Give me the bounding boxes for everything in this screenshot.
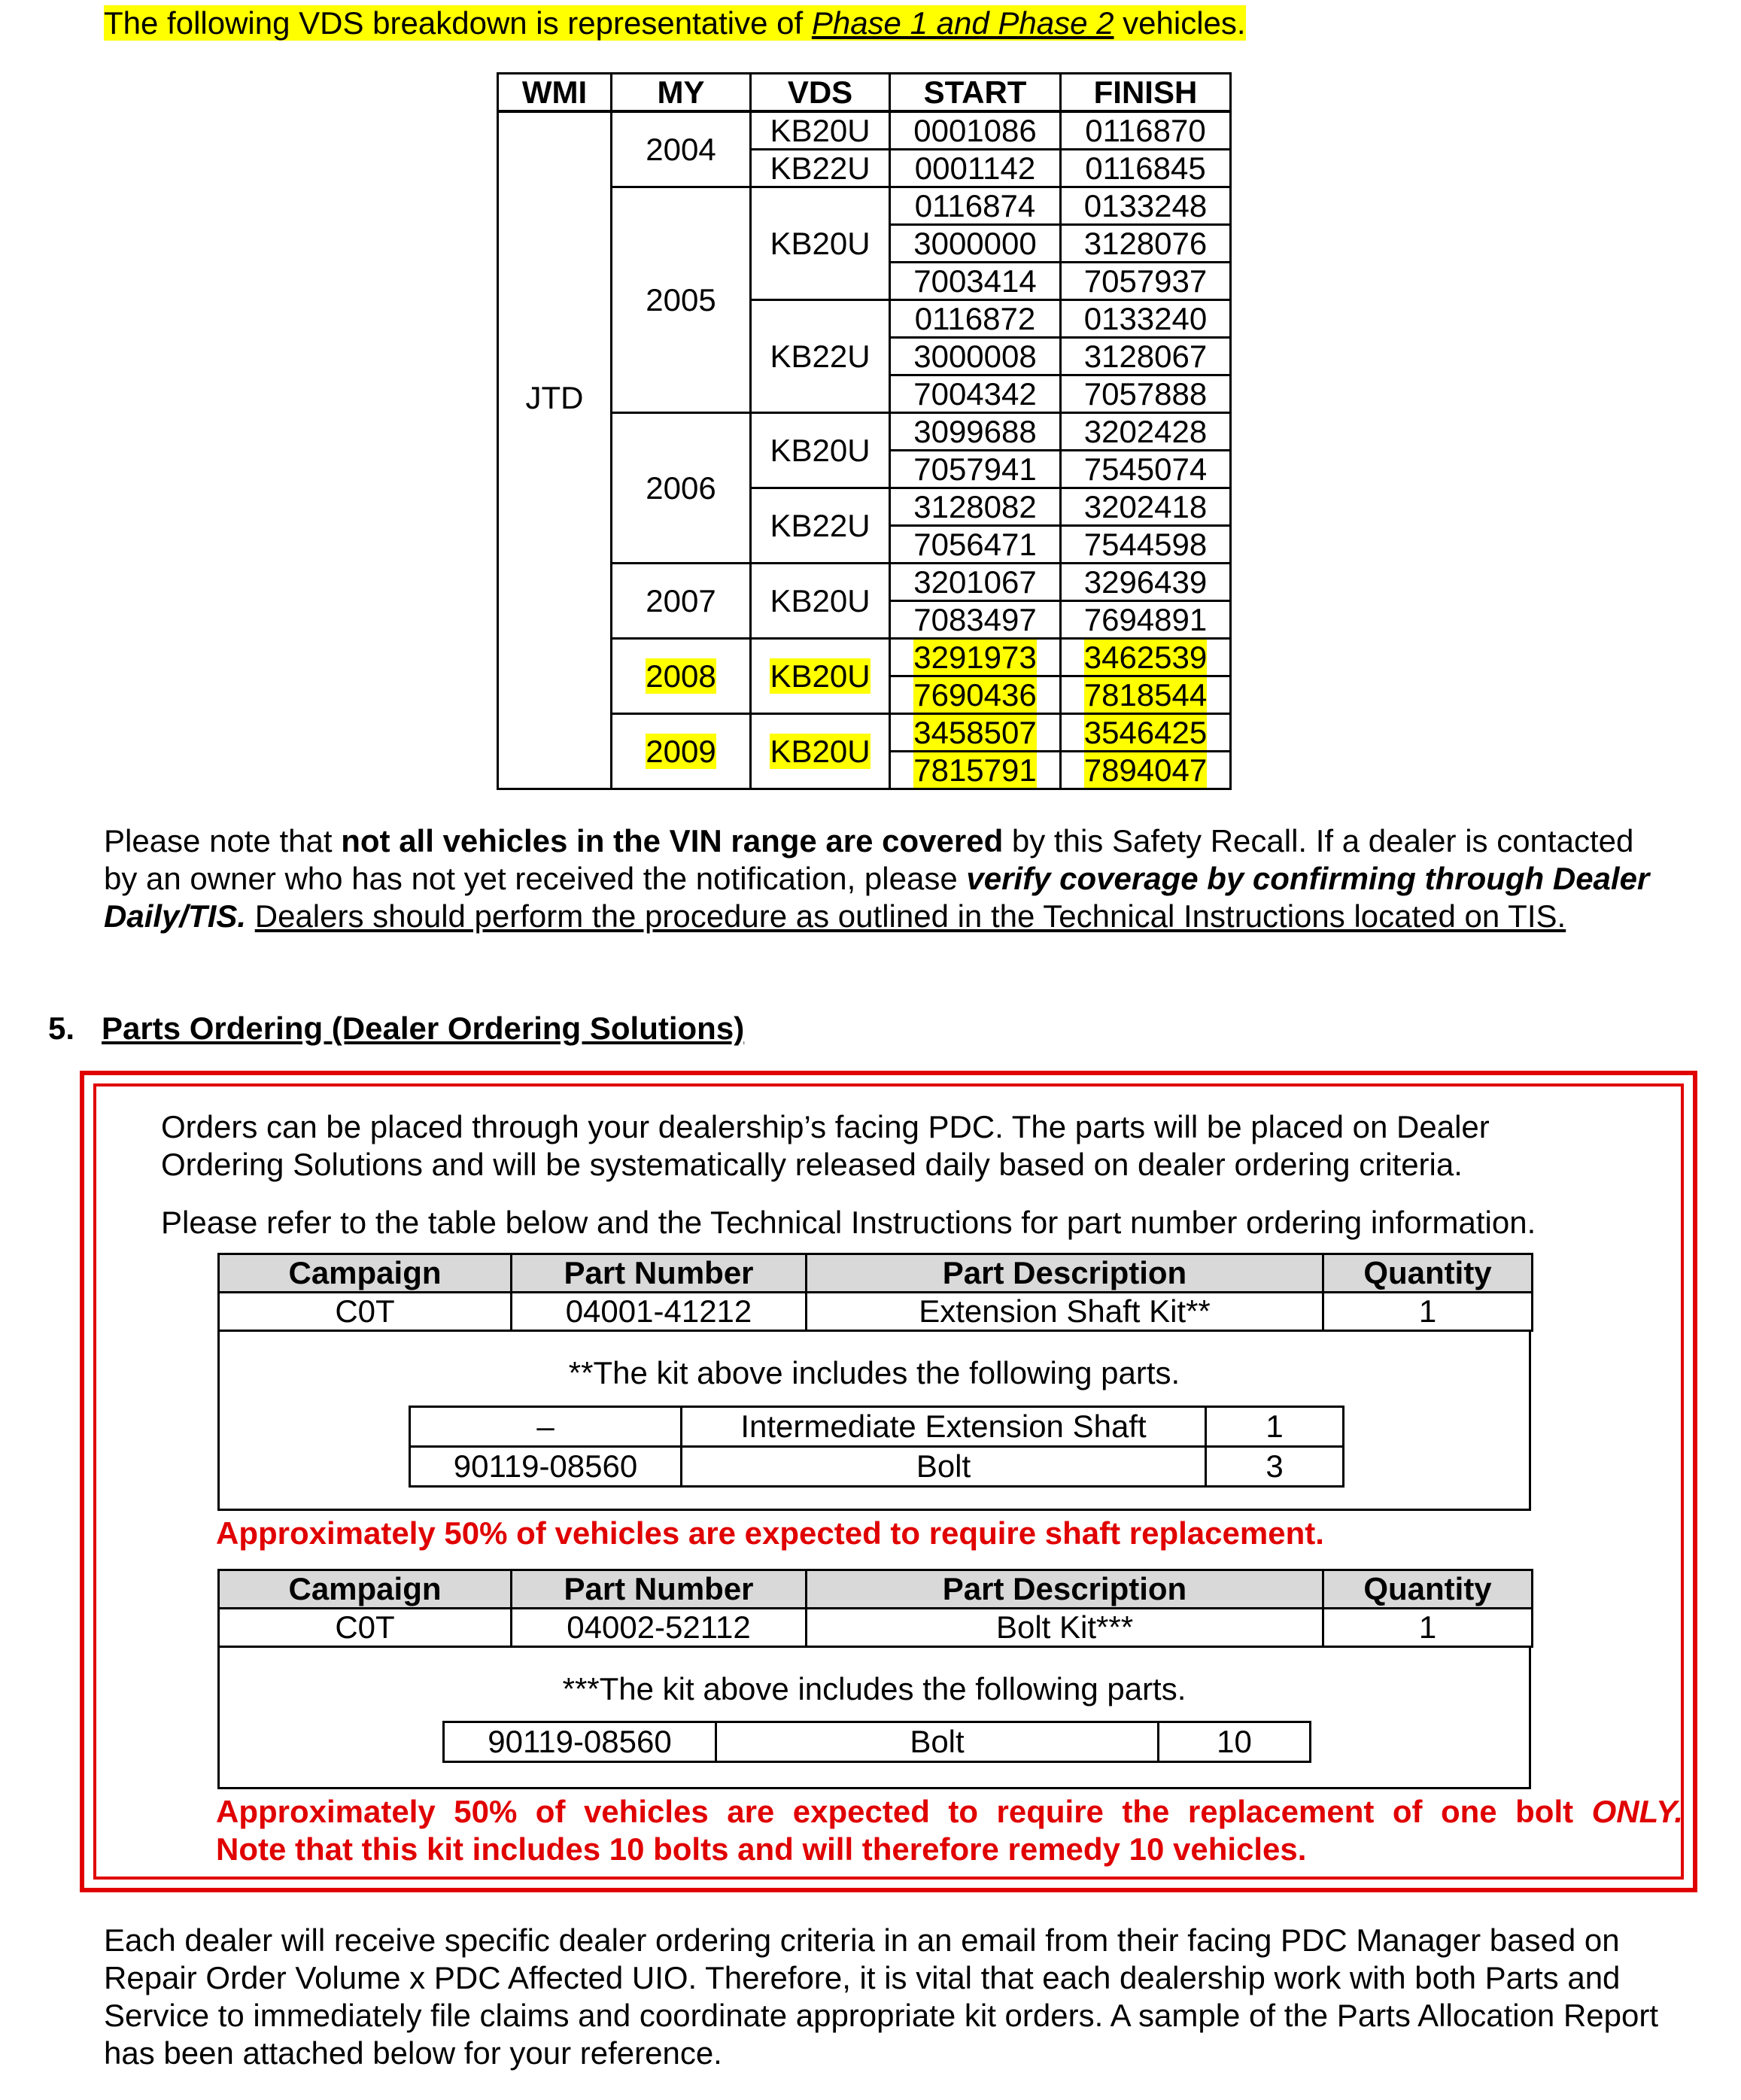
vds-code-text: KB20U <box>770 225 870 261</box>
section-heading <box>48 1010 744 1047</box>
start-serial-cell <box>890 639 1061 676</box>
finish-serial-cell <box>1061 150 1231 187</box>
parts-table-2-header <box>219 1570 1533 1609</box>
finish-serial-text: 7545074 <box>1083 451 1208 487</box>
finish-serial-cell <box>1061 300 1231 338</box>
parts-table-2-row <box>219 1609 1533 1647</box>
model-year-cell <box>612 187 751 413</box>
finish-serial-cell <box>1061 225 1231 263</box>
part-description-cell: Extension Shaft Kit** <box>807 1293 1323 1331</box>
finish-serial-cell <box>1061 564 1231 601</box>
start-serial-cell <box>890 601 1061 639</box>
vds-header-vds: VDS <box>751 74 890 112</box>
start-serial-text: 7815791 <box>913 752 1037 788</box>
part-number-cell: 04002-52112 <box>512 1609 807 1647</box>
warning-1: Approximately 50% of vehicles are expected to require shaft replacement. <box>216 1515 1324 1551</box>
finish-serial-cell <box>1061 488 1231 526</box>
parts-table-1-row <box>219 1293 1533 1331</box>
warning-3: Note that this kit includes 10 bolts and will therefore remedy 10 vehicles. <box>216 1831 1307 1867</box>
finish-serial-text: 7544598 <box>1083 526 1208 562</box>
model-year-cell <box>612 111 751 187</box>
item-quantity: 1 <box>1206 1407 1344 1447</box>
start-serial-cell <box>890 526 1061 564</box>
start-serial-text: 7004342 <box>913 375 1037 412</box>
note-text-2: by this Safety Recall. If a dealer is contacted by an owner who has not yet received the notification, please <box>104 823 1634 896</box>
finish-serial-cell <box>1061 752 1231 789</box>
model-year-text: 2009 <box>646 733 716 769</box>
vds-header-start: START <box>890 74 1061 112</box>
finish-serial-cell <box>1061 187 1231 225</box>
note-bold-2: verify coverage by confirming through Dealer Daily/TIS. <box>104 861 1650 934</box>
kit-2-note: ***The kit above includes the following parts. <box>562 1671 1186 1706</box>
model-year-cell <box>612 413 751 564</box>
start-serial-text: 0116872 <box>914 300 1036 336</box>
finish-serial-cell <box>1061 526 1231 564</box>
campaign-header: Campaign <box>219 1570 512 1609</box>
start-serial-text: 3000000 <box>913 225 1037 261</box>
vds-header-finish: FINISH <box>1061 74 1231 112</box>
finish-serial-cell <box>1061 338 1231 375</box>
finish-serial-text: 3202428 <box>1083 413 1208 449</box>
finish-serial-text: 7694891 <box>1083 601 1208 637</box>
model-year-text: 2006 <box>646 470 716 506</box>
start-serial-cell <box>890 413 1061 451</box>
start-serial-cell <box>890 111 1061 150</box>
start-serial-cell <box>890 676 1061 714</box>
model-year-cell <box>612 714 751 789</box>
warning-2 <box>216 1793 1683 1831</box>
vds-code-cell <box>751 150 890 187</box>
quantity-header: Quantity <box>1323 1570 1533 1609</box>
model-year-cell <box>612 639 751 714</box>
vds-code-cell <box>751 488 890 564</box>
parts-table-1 <box>217 1253 1533 1332</box>
part-description-cell: Bolt Kit*** <box>807 1609 1323 1647</box>
warning-2-only: ONLY. <box>1591 1794 1683 1829</box>
part-description-header: Part Description <box>807 1254 1323 1293</box>
section-title: Parts Ordering (Dealer Ordering Solutions) <box>102 1010 745 1046</box>
finish-serial-text: 7057888 <box>1083 375 1208 412</box>
vds-code-cell <box>751 714 890 789</box>
finish-serial-text: 0133240 <box>1083 300 1208 336</box>
model-year-text: 2008 <box>646 658 716 694</box>
item-quantity: 3 <box>1206 1447 1344 1487</box>
parts-table-2 <box>217 1569 1533 1648</box>
finish-serial-text: 0116845 <box>1085 150 1206 186</box>
vds-code-text: KB22U <box>770 150 870 186</box>
finish-serial-text: 0133248 <box>1083 187 1208 223</box>
part-number-header: Part Number <box>512 1570 807 1609</box>
quantity-cell: 1 <box>1323 1609 1533 1647</box>
vds-code-text: KB22U <box>770 338 870 374</box>
vds-header-my: MY <box>612 74 751 112</box>
note-text-1: Please note that <box>104 823 342 859</box>
start-serial-text: 7056471 <box>913 526 1037 562</box>
vds-code-cell <box>751 564 890 639</box>
finish-serial-cell <box>1061 375 1231 413</box>
box-paragraph-2: Please refer to the table below and the Technical Instructions for part number ordering information. <box>161 1205 1536 1240</box>
coverage-note <box>104 822 1669 935</box>
item-description: Intermediate Extension Shaft <box>682 1407 1206 1447</box>
start-serial-text: 3201067 <box>913 564 1037 600</box>
model-year-text: 2004 <box>646 131 716 167</box>
start-serial-text: 0116874 <box>914 187 1036 223</box>
finish-serial-text: 3128076 <box>1083 225 1208 261</box>
start-serial-text: 3128082 <box>913 488 1037 524</box>
campaign-header: Campaign <box>219 1254 512 1293</box>
item-part-number: 90119-08560 <box>444 1722 716 1762</box>
vds-code-cell <box>751 111 890 150</box>
model-year-cell <box>612 564 751 639</box>
finish-serial-cell <box>1061 601 1231 639</box>
start-serial-text: 7057941 <box>913 451 1037 487</box>
model-year-text: 2007 <box>646 582 716 618</box>
finish-serial-text: 7818544 <box>1083 676 1208 713</box>
kit-1-note: **The kit above includes the following parts. <box>568 1355 1180 1390</box>
note-bold-1: not all vehicles in the VIN range are covered <box>341 823 1004 859</box>
part-number-cell: 04001-41212 <box>512 1293 807 1331</box>
finish-serial-text: 3546425 <box>1083 714 1208 750</box>
finish-serial-cell <box>1061 451 1231 488</box>
intro-line <box>104 5 1246 42</box>
kit-1-item-row <box>410 1407 1344 1447</box>
intro-suffix: vehicles. <box>1114 5 1246 41</box>
start-serial-cell <box>890 714 1061 752</box>
start-serial-text: 0001142 <box>914 150 1036 186</box>
vds-code-cell <box>751 187 890 300</box>
finish-serial-cell <box>1061 413 1231 451</box>
vds-code-text: KB20U <box>770 582 870 618</box>
campaign-cell: C0T <box>219 1293 512 1331</box>
item-part-number: – <box>410 1407 682 1447</box>
start-serial-text: 3000008 <box>913 338 1037 374</box>
finish-serial-text: 3462539 <box>1083 639 1208 675</box>
section-number: 5. <box>48 1010 75 1046</box>
kit-2-contents-box <box>217 1646 1531 1789</box>
campaign-cell: C0T <box>219 1609 512 1647</box>
item-description: Bolt <box>716 1722 1159 1762</box>
note-text-3 <box>246 898 255 934</box>
kit-1-items-table <box>409 1406 1344 1488</box>
finish-serial-cell <box>1061 676 1231 714</box>
box-paragraph-1: Orders can be placed through your dealership’s facing PDC. The parts will be placed on Dealer Ordering Solutions and will be systematically released daily based on dealer ordering criteria. <box>161 1109 1490 1182</box>
closing-paragraph: Each dealer will receive specific dealer ordering criteria in an email from their facing PDC Manager based on Repair Order Volume x PDC Affected UIO. Therefore, it is vital that each dealership work with both Parts and Service to immediately file claims and coordinate appropriate kit orders. A sample of the Parts Allocation Report has been attached below for your reference. <box>104 1922 1659 2071</box>
vds-code-cell <box>751 639 890 714</box>
finish-serial-text: 3128067 <box>1083 338 1208 374</box>
part-number-header: Part Number <box>512 1254 807 1293</box>
start-serial-text: 3458507 <box>913 714 1037 750</box>
vds-header-row <box>498 74 1231 112</box>
intro-phases: Phase 1 and Phase 2 <box>811 5 1114 41</box>
start-serial-cell <box>890 187 1061 225</box>
start-serial-cell <box>890 451 1061 488</box>
kit-1-item-row <box>410 1447 1344 1487</box>
finish-serial-text: 0116870 <box>1085 112 1206 148</box>
start-serial-cell <box>890 150 1061 187</box>
finish-serial-cell <box>1061 263 1231 300</box>
finish-serial-text: 7894047 <box>1083 752 1208 788</box>
vds-code-text: KB20U <box>770 432 870 468</box>
vds-table <box>497 72 1232 790</box>
vds-header-wmi: WMI <box>498 74 612 112</box>
start-serial-cell <box>890 338 1061 375</box>
start-serial-cell <box>890 225 1061 263</box>
finish-serial-text: 3296439 <box>1083 564 1208 600</box>
start-serial-text: 7083497 <box>913 601 1037 637</box>
vds-code-cell <box>751 300 890 413</box>
quantity-cell: 1 <box>1323 1293 1533 1331</box>
start-serial-cell <box>890 564 1061 601</box>
warning-2-text: Approximately 50% of vehicles are expected to require the replacement of one bolt <box>216 1794 1592 1829</box>
start-serial-text: 3099688 <box>913 413 1037 449</box>
kit-2-item-row <box>444 1722 1311 1762</box>
finish-serial-cell <box>1061 714 1231 752</box>
finish-serial-cell <box>1061 111 1231 150</box>
vds-code-text: KB20U <box>770 733 870 769</box>
note-underline: Dealers should perform the procedure as outlined in the Technical Instructions located on TIS. <box>254 898 1566 934</box>
start-serial-text: 7003414 <box>913 263 1037 299</box>
item-part-number: 90119-08560 <box>410 1447 682 1487</box>
start-serial-cell <box>890 375 1061 413</box>
start-serial-text: 7690436 <box>913 676 1037 713</box>
part-description-header: Part Description <box>807 1570 1323 1609</box>
vds-row <box>498 111 1231 150</box>
start-serial-cell <box>890 263 1061 300</box>
vds-body <box>498 111 1231 789</box>
start-serial-text: 0001086 <box>913 112 1037 148</box>
item-description: Bolt <box>682 1447 1206 1487</box>
vds-code-text: KB22U <box>770 507 870 543</box>
wmi-cell: JTD <box>498 111 612 789</box>
start-serial-cell <box>890 300 1061 338</box>
finish-serial-cell <box>1061 639 1231 676</box>
vds-code-text: KB20U <box>770 112 870 148</box>
start-serial-cell <box>890 488 1061 526</box>
finish-serial-text: 7057937 <box>1083 263 1208 299</box>
vds-code-text: KB20U <box>770 658 870 694</box>
start-serial-cell <box>890 752 1061 789</box>
parts-table-1-header <box>219 1254 1533 1293</box>
start-serial-text: 3291973 <box>913 639 1037 675</box>
vds-code-cell <box>751 413 890 488</box>
kit-2-items-table <box>442 1721 1311 1763</box>
model-year-text: 2005 <box>646 281 716 318</box>
quantity-header: Quantity <box>1323 1254 1533 1293</box>
intro-prefix: The following VDS breakdown is representative of <box>104 5 812 41</box>
item-quantity: 10 <box>1159 1722 1311 1762</box>
finish-serial-text: 3202418 <box>1083 488 1208 524</box>
